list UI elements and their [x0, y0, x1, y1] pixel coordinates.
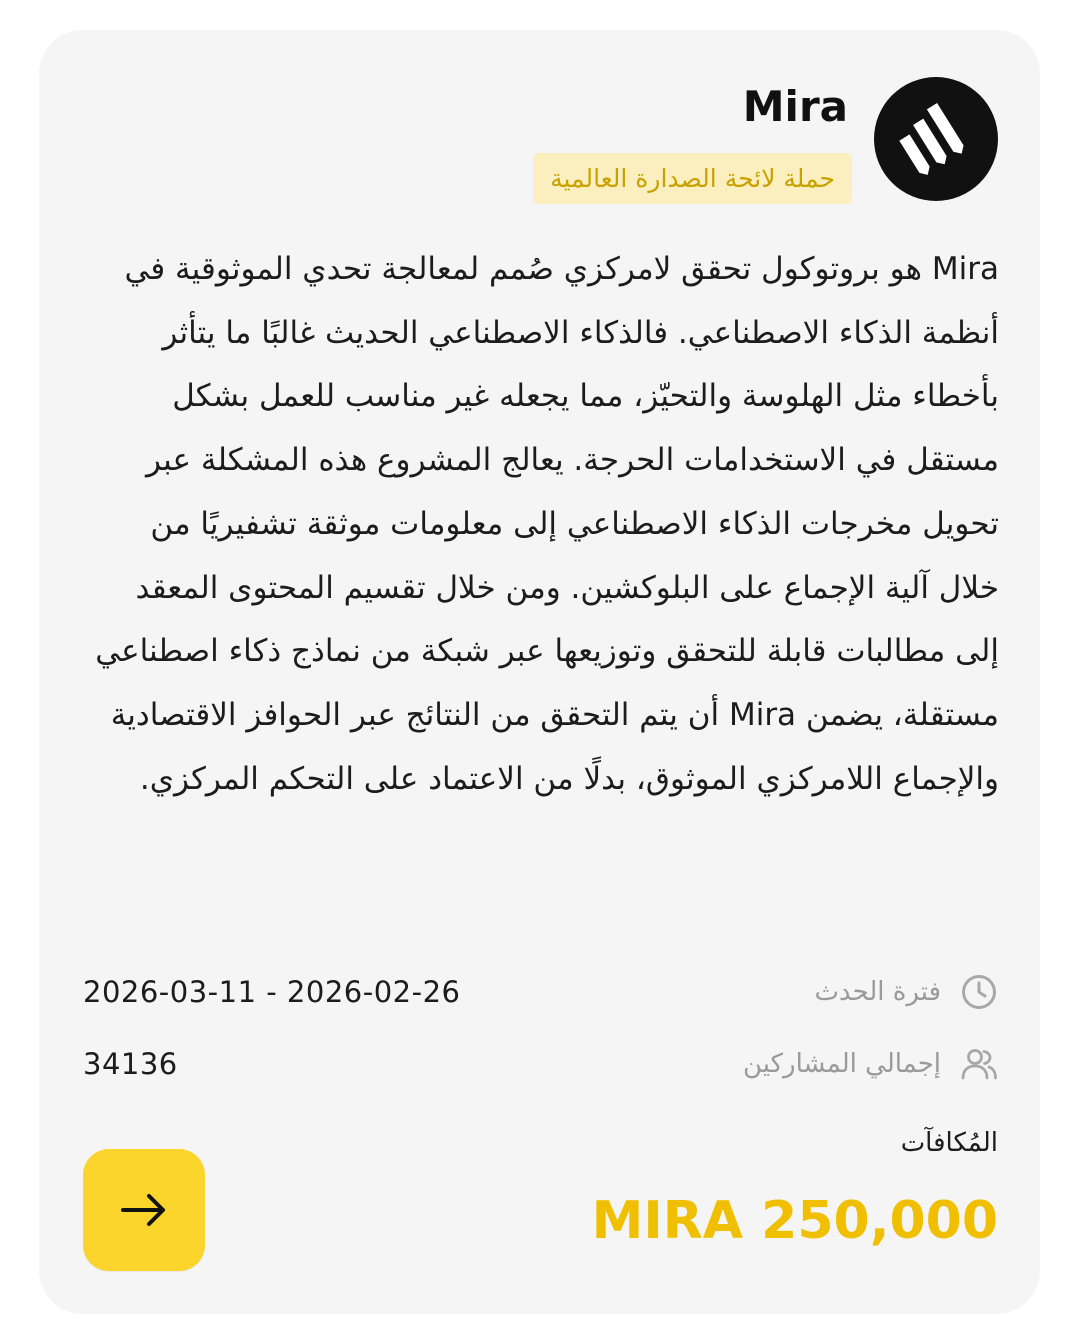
mira-logo: [874, 77, 998, 201]
project-description: Mira هو بروتوكول تحقق لامركزي صُمم لمعالجة تحدي الموثوقية في أنظمة الذكاء الاصطناعي. فالذكاء الاصطناعي الحديث غالبًا ما يتأثر بأخطاء مثل الهلوسة والتحيّز، مما يجعله غير مناسب للعمل بشكل مستقل في الاستخدامات الحرجة. يعالج المشروع هذه المشكلة عبر تحويل مخرجات الذكاء الاصطناعي إلى معلومات موثقة تشفيريًا من خلال آلية الإجماع على البلوكشين. ومن خلال تقسيم المحتوى المعقد إلى مطالبات قابلة للتحقق وتوزيعها عبر شبكة من نماذج ذكاء اصطناعي مستقلة، يضمن Mira أن يتم التحقق من النتائج عبر الحوافز الاقتصادية والإجماع اللامركزي الموثوق، بدلًا من الاعتماد على التحكم المركزي.: [95, 251, 999, 797]
participants-value: 34136: [83, 1047, 178, 1081]
event-period-label: فترة الحدث: [814, 977, 941, 1007]
brand-name: Mira: [742, 82, 848, 131]
rewards-amount: MIRA 250,000: [591, 1191, 998, 1251]
participants-row: [83, 1040, 999, 1088]
clock-icon: [959, 972, 999, 1012]
arrow-right-icon: [117, 1190, 171, 1230]
mira-logo-icon: [874, 77, 998, 201]
event-period-row: [83, 968, 999, 1016]
campaign-badge: حملة لائحة الصدارة العالمية: [533, 153, 852, 204]
campaign-card: [39, 30, 1040, 1314]
users-icon: [959, 1044, 999, 1084]
rewards-label: المُكافآت: [900, 1128, 998, 1158]
go-button[interactable]: [83, 1149, 205, 1271]
event-period-value: 2026-03-11 - 2026-02-26: [83, 975, 461, 1009]
participants-label: إجمالي المشاركين: [743, 1049, 941, 1079]
